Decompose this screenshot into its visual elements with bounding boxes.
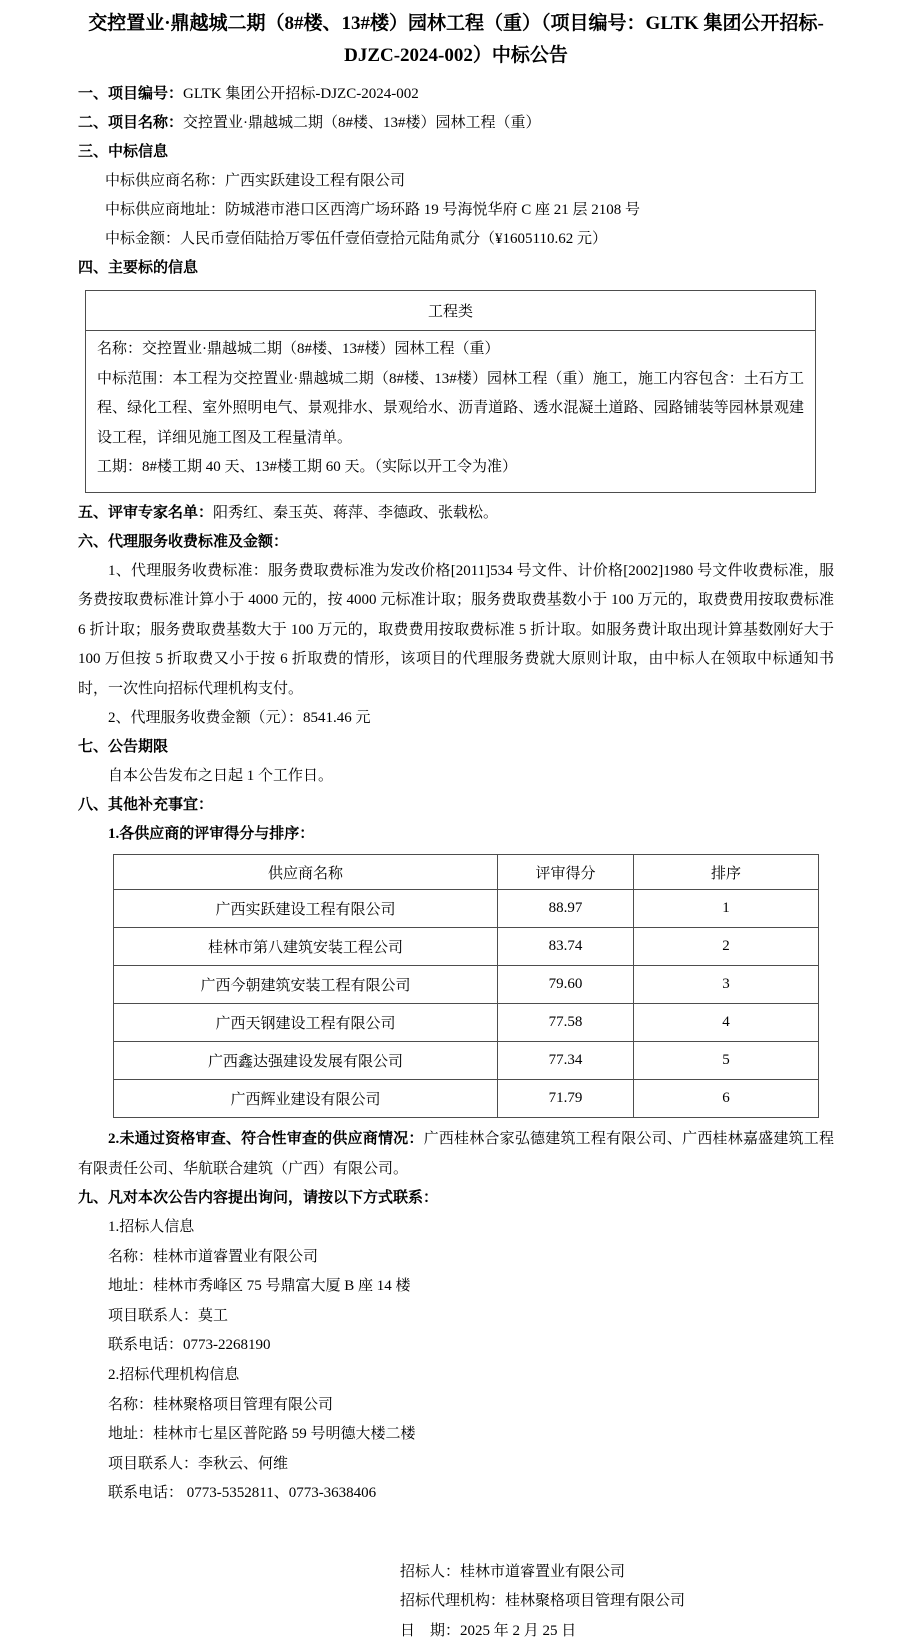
contact-agency-person: 项目联系人：李秋云、何维 [108, 1455, 289, 1472]
supplier-cell: 广西天钢建设工程有限公司 [114, 1004, 498, 1042]
score-table [113, 854, 819, 1118]
rank-cell: 4 [634, 1004, 819, 1042]
project-number-value: GLTK 集团公开招标-DJZC-2024-002 [183, 86, 419, 102]
supplier-cell: 广西鑫达强建设发展有限公司 [114, 1042, 498, 1080]
contact-tenderer-phone: 联系电话：0773-2268190 [108, 1337, 271, 1354]
score-cell: 79.60 [498, 966, 634, 1004]
contact-tenderer-title: 1.招标人信息 [108, 1219, 195, 1235]
score-cell: 77.58 [498, 1004, 634, 1042]
award-supplier-name [78, 167, 834, 196]
score-cell: 71.79 [498, 1080, 634, 1118]
score-cell: 88.97 [498, 890, 634, 928]
main-subject-category-cell: 工程类 [86, 291, 816, 331]
signature-date-value: 2025 年 2 月 25 日 [460, 1622, 577, 1639]
project-name-label: 二、项目名称： [78, 115, 184, 131]
subject-name-line: 名称：交控置业·鼎越城二期（8#楼、13#楼）园林工程（重） [97, 341, 500, 357]
signature-tenderer-label: 招标人： [400, 1563, 461, 1580]
page-title: 交控置业·鼎越城二期（8#楼、13#楼）园林工程（重）（项目编号：GLTK 集团公开招标-DJZC-2024-002）中标公告 [88, 13, 824, 66]
score-col-score: 评审得分 [498, 855, 634, 890]
failed-suppliers-label: 2.未通过资格审查、符合性审查的供应商情况： [108, 1131, 424, 1147]
score-table-header-row [114, 855, 819, 890]
table-row [114, 966, 819, 1004]
supplier-cell: 广西辉业建设有限公司 [114, 1080, 498, 1118]
section-experts [78, 499, 834, 528]
signature-date-label: 日 期： [400, 1622, 461, 1639]
signature-block [400, 1558, 834, 1646]
score-col-rank: 排序 [634, 855, 819, 890]
rank-cell: 1 [634, 890, 819, 928]
supplier-cell: 广西今朝建筑安装工程有限公司 [114, 966, 498, 1004]
agency-fee-amount-line: 2、代理服务收费金额（元）：8541.46 元 [108, 710, 371, 726]
contact-tenderer-name: 名称：桂林市道睿置业有限公司 [108, 1248, 319, 1265]
main-subject-table-header-row [86, 291, 816, 331]
table-row [114, 1004, 819, 1042]
section-notice-period-heading: 七、公告期限 [78, 739, 169, 755]
agency-fee-standard-paragraph: 1、代理服务收费标准：服务费取费标准为发改价格[2011]534 号文件、计价格[2002]1980 号文件收费标准，服务费按取费标准计算小于 4000 元的，按 4000 元标准计取；服务费取费基数小于 100 万元的，取费费用按取费标准 6 折计取；服务费取费基数大于 100 万元的，取费费用按取费标准 5 折计取。如服务费计取出现计算基数刚好大于 100 万但按 5 折取费又小于按 6 折取费的情形，该项目的代理服务费就大原则计取，由中标人在领取中标通知书时，一次性向招标代理机构支付。 [78, 562, 834, 697]
signature-agency [400, 1587, 834, 1617]
award-amount-label: 中标金额： [105, 231, 181, 247]
contact-agency-title: 2.招标代理机构信息 [108, 1366, 240, 1383]
score-cell: 77.34 [498, 1042, 634, 1080]
main-subject-body-cell [86, 331, 816, 493]
contact-agency-phone: 联系电话： 0773-5352811、0773-3638406 [108, 1485, 377, 1502]
supplier-address-label: 中标供应商地址： [105, 202, 226, 218]
supplier-name-value: 广西实跃建设工程有限公司 [225, 173, 406, 189]
table-row [114, 890, 819, 928]
contact-tenderer-person: 项目联系人：莫工 [108, 1307, 229, 1324]
rank-cell: 2 [634, 928, 819, 966]
experts-label: 五、评审专家名单： [78, 504, 214, 521]
score-col-supplier: 供应商名称 [114, 855, 498, 890]
contact-agency-address: 地址：桂林市七星区普陀路 59 号明德大楼二楼 [108, 1426, 416, 1443]
contact-block [78, 1213, 834, 1509]
table-row [114, 1042, 819, 1080]
contact-agency-name: 名称：桂林聚格项目管理有限公司 [108, 1396, 334, 1413]
failed-suppliers-value: 广西桂林合家弘德建筑工程有限公司、广西桂林嘉盛建筑工程有限责任公司、华航联合建筑（广西）有限公司。 [78, 1131, 834, 1177]
signature-date [400, 1617, 834, 1646]
signature-tenderer-value: 桂林市道睿置业有限公司 [460, 1563, 626, 1580]
notice-period-body: 自本公告发布之日起 1 个工作日。 [108, 768, 334, 784]
award-amount-value: 人民币壹佰陆拾万零伍仟壹佰壹拾元陆角贰分（¥1605110.62 元） [180, 231, 607, 247]
rank-cell: 5 [634, 1042, 819, 1080]
subject-scope-line: 中标范围：本工程为交控置业·鼎越城二期（8#楼、13#楼）园林工程（重）施工，施工内容包含：土石方工程、绿化工程、室外照明电气、景观排水、景观给水、沥青道路、透水混凝土道路、园路铺装等园林景观建设工程，详细见施工图及工程量清单。 [97, 370, 804, 446]
main-subject-table [85, 290, 816, 493]
signature-agency-label: 招标代理机构： [400, 1593, 506, 1610]
table-row [114, 928, 819, 966]
section-agency-fee-heading: 六、代理服务收费标准及金额： [78, 533, 289, 550]
subject-duration-line: 工期：8#楼工期 40 天、13#楼工期 60 天。（实际以开工令为准） [97, 459, 518, 475]
signature-agency-value: 桂林聚格项目管理有限公司 [505, 1593, 686, 1610]
main-subject-table-body-row [86, 331, 816, 493]
supplier-cell: 桂林市第八建筑安装工程公司 [114, 928, 498, 966]
failed-suppliers-paragraph [78, 1125, 834, 1184]
table-row [114, 1080, 819, 1118]
section-project-number [78, 80, 834, 109]
score-cell: 83.74 [498, 928, 634, 966]
rank-cell: 3 [634, 966, 819, 1004]
project-name-value: 交控置业·鼎越城二期（8#楼、13#楼）园林工程（重） [183, 115, 541, 131]
supplier-address-value: 防城港市港口区西湾广场环路 19 号海悦华府 C 座 21 层 2108 号 [225, 202, 641, 218]
experts-value: 阳秀红、秦玉英、蒋萍、李德政、张载松。 [213, 504, 499, 521]
rank-cell: 6 [634, 1080, 819, 1118]
contact-tenderer-address: 地址：桂林市秀峰区 75 号鼎富大厦 B 座 14 楼 [108, 1278, 411, 1295]
section-project-name [78, 109, 834, 138]
supplier-name-label: 中标供应商名称： [105, 173, 226, 189]
section-award-heading: 三、中标信息 [78, 144, 169, 160]
signature-tenderer [400, 1558, 834, 1588]
project-number-label: 一、项目编号： [78, 86, 184, 102]
section-main-subject-heading: 四、主要标的信息 [78, 260, 199, 276]
supplier-cell: 广西实跃建设工程有限公司 [114, 890, 498, 928]
scores-title: 1.各供应商的评审得分与排序： [108, 826, 315, 842]
award-supplier-address [78, 196, 834, 225]
award-amount [78, 225, 834, 254]
section-contact-heading: 九、凡对本次公告内容提出询问，请按以下方式联系： [78, 1190, 439, 1206]
section-other-heading: 八、其他补充事宜： [78, 797, 214, 813]
